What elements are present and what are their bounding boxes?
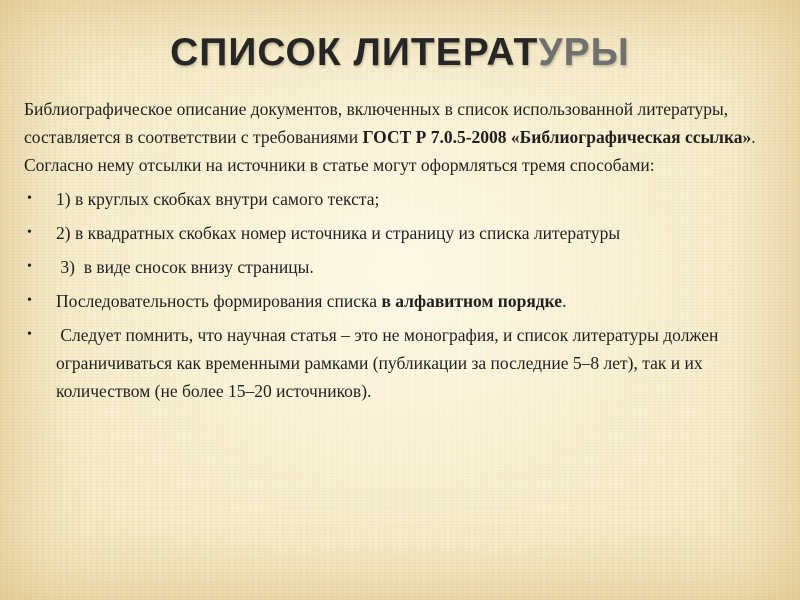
title-part-dark: СПИСОК ЛИТЕРАТ	[170, 31, 539, 74]
bullet-text: Следует помнить, что научная статья – это не монография, и список литературы должен ограничиваться как временными рамками (публикации за последние 5–8 лет), так и их количеством (не более 15–20 источников).	[56, 325, 723, 401]
bullet-item-5	[24, 321, 784, 405]
bullet-item-2	[24, 219, 784, 247]
bullet-list	[24, 185, 784, 405]
bullet-text-pre: Последовательность формирования списка	[56, 291, 382, 311]
bullet-item-3	[24, 253, 784, 281]
bullet-text: 2) в квадратных скобках номер источника и страницу из списка литературы	[56, 223, 621, 243]
intro-paragraph	[24, 95, 784, 179]
bullet-item-1	[24, 185, 784, 213]
bullet-dot-icon: •	[27, 225, 32, 240]
intro-text-1: Библиографическое описание документов, включенных в список использованной литературы, составляется в соответствии с требованиями	[24, 99, 729, 147]
bullet-dot-icon: •	[27, 191, 32, 206]
slide-content	[24, 95, 784, 405]
intro-text-2: . Согласно нему отсылки на источники в статье могут оформляться тремя способами:	[24, 127, 756, 175]
intro-gost-bold: ГОСТ Р 7.0.5-2008 «Библиографическая ссылка»	[362, 127, 752, 147]
slide-title	[0, 30, 800, 76]
bullet-text: 1) в круглых скобках внутри самого текста;	[56, 189, 380, 209]
bullet-text-post: .	[562, 291, 567, 311]
bullet-dot-icon: •	[27, 259, 32, 274]
bullet-text: 3) в виде сносок внизу страницы.	[56, 257, 314, 277]
title-part-light: УРЫ	[538, 31, 630, 74]
bullet-dot-icon: •	[27, 327, 32, 342]
bullet-dot-icon: •	[27, 293, 32, 308]
bullet-item-4	[24, 287, 784, 315]
bullet-text-bold: в алфавитном порядке	[381, 291, 563, 311]
